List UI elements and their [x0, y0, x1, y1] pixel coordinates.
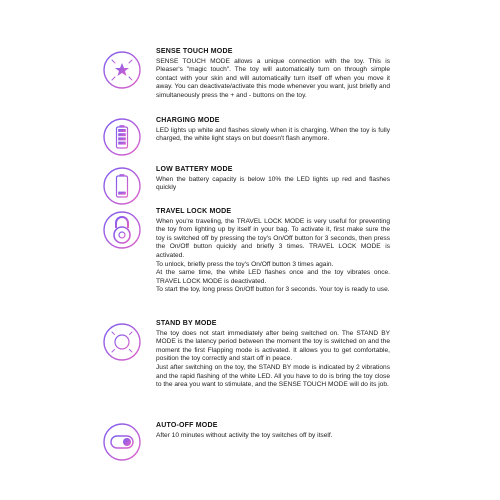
battery-low-icon — [102, 166, 142, 206]
section-paragraph: At the same time, the white LED flashes once and the toy vibrates once. TRAVEL LOCK MODE is deactivated. — [156, 269, 390, 285]
section-text — [156, 48, 390, 101]
toggle-switch-icon — [102, 422, 142, 462]
section-text — [156, 422, 390, 440]
section-paragraph: Just after switching on the toy, the STAND BY mode is indicated by 2 vibrations and the rapid flashing of the white LED. All you have to do is bring the toy close to the area you want to stimulate, and the SENSE TOUCH MODE will do its job. — [156, 363, 390, 389]
section-title: LOW BATTERY MODE — [156, 166, 233, 173]
padlock-icon — [102, 210, 142, 250]
battery-full-icon — [102, 117, 142, 157]
section-title: AUTO-OFF MODE — [156, 422, 218, 429]
section-title: STAND BY MODE — [156, 320, 217, 327]
section-text — [156, 117, 390, 144]
section-paragraph: After 10 minutes without activity the toy switches off by itself. — [156, 431, 333, 439]
section-title: CHARGING MODE — [156, 117, 220, 124]
section-paragraph: The toy does not start immediately after being switched on. The STAND BY MODE is the latency period between the moment the toy is switched on and the moment the first Flapping mode is activated. It allows you to get comfortable, position the toy correctly and start off in peace. — [156, 329, 390, 363]
section-text — [156, 320, 390, 390]
star-touch-icon — [102, 50, 142, 90]
section-text — [156, 208, 390, 295]
section-paragraph: SENSE TOUCH MODE allows a unique connection with the toy. This is Pleaser's "magic touch". The toy will automatically turn on through simple contact with your skin and will automatically turn itself off when you move it away. You can deactivate/activate this mode whenever you want, just briefly and simultaneously press the + and - buttons on the toy. — [156, 57, 390, 99]
section-paragraph: To start the toy, long press On/Off button for 3 seconds. Your toy is ready to use. — [156, 286, 390, 294]
section-paragraph: To unlock, briefly press the toy's On/Off button 3 times again. — [156, 260, 334, 268]
section-title: SENSE TOUCH MODE — [156, 48, 233, 55]
section-paragraph: When the battery capacity is below 10% the LED lights up red and flashes quickly — [156, 175, 390, 192]
section-text — [156, 166, 390, 193]
standby-minus-icon — [102, 322, 142, 362]
section-paragraph: When you're traveling, the TRAVEL LOCK MODE is very useful for preventing the toy from lighting up by itself in your bag. To activate it, first make sure the toy is switched off by pressing the toy's On/Off button for 3 seconds, then press the On/Off button quickly and briefly 3 times. TRAVEL LOCK MODE is activated. — [156, 217, 390, 259]
section-title: TRAVEL LOCK MODE — [156, 208, 232, 215]
section-paragraph: LED lights up white and flashes slowly when it is charging. When the toy is fully charged, the white light stays on but doesn't flash anymore. — [156, 126, 390, 143]
